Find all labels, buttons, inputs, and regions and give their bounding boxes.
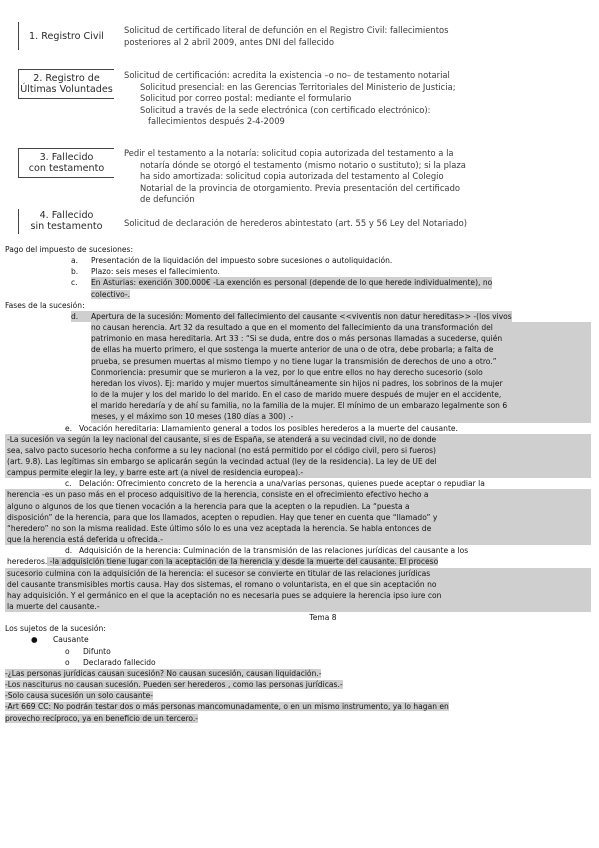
sujetos-art: provecho recíproco, ya en beneficio de un tercero.- — [5, 713, 199, 723]
fase-apertura: d. Apertura de la sucesión: Momento del fallecimiento del causante <<viventis non datur hereditas>> -(los vivos no causan herencia. Art 32 da resultado a que en el momento del fallecimiento da una transformación del patrimonio en masa hereditaria. Art 33 : “Si se duda, entre dos o más personas llamadas a sucederse, quién de ellas ha muerto primero, el que sostenga la muerte anterior de una o de otra, debe probarla; a falta de prueba, se presumen muertas al mismo tiempo y no tiene lugar la transmisión de derechos de uno a otro.” Conmoriencia: presumir que se murieron a la vez, por lo que entre ellos no hay derecho sucesorio (solo heredan los vivos). Ej: marido y mujer muertos simultáneamente sin hijos ni padres, los sobrinos de la mujer lo de la mujer y los del marido lo del marido. En el caso de marido muere después de mujer en el accidente, el marido heredaría y de ahí su familia, no la familia de la mujer. El mínimo de un embarazo legalmente son 6 meses, y el máximo son 10 meses (180 días a 300) .- — [5, 311, 591, 423]
fase-adquisicion-first: herederos. -la adquisición tiene lugar con la aceptación de la herencia y desde la muerte del causante. El proceso — [7, 557, 439, 567]
sujetos-subitem-difunto: o Difunto — [65, 646, 111, 656]
step-4-label: 4. Fallecido sin testamento — [18, 209, 114, 234]
sujetos-art: -Art 669 CC: No podrán testar dos o más personas mancomunadamente, o en un mismo instrumento, ya lo hagan en — [5, 702, 449, 712]
fase-adquisicion-title: d. Adquisición de la herencia: Culminación de la transmisión de las relaciones jurídicas del causante a los — [65, 546, 469, 556]
bullet-dot-icon: ● — [31, 635, 38, 645]
pago-heading: Pago del impuesto de sucesiones: — [5, 245, 134, 254]
sujetos-note: -Solo causa sucesión un solo causante- — [5, 691, 153, 701]
pago-item-a: a. Presentación de la liquidación del impuesto sobre sucesiones o autoliquidación. — [71, 256, 393, 266]
step-fallecido-sin-testamento — [18, 209, 588, 239]
sujetos-bullet-causante: ● Causante — [31, 635, 89, 645]
fases-heading: Fases de la sucesión: — [5, 300, 85, 310]
step-3-label: 3. Fallecido con testamento — [18, 148, 114, 178]
sujetos-note: -¿Las personas jurídicas causan sucesión? No causan sucesión, causan liquidación.- — [5, 668, 322, 678]
step-4-text: Solicitud de declaración de herederos abintestato (art. 55 y 56 Ley del Notariado) — [124, 218, 467, 228]
step-1-text: Solicitud de certificado literal de defunción en el Registro Civil: fallecimientos posteriores al 2 abril 2009, antes DNI del fallecido — [124, 25, 449, 47]
pago-item-c: c. En Asturias: exención 300.000€ -La exención es personal (depende de lo que herede individualmente), no colectivo-. — [71, 278, 493, 299]
step-1-label: 1. Registro Civil — [18, 22, 114, 50]
sujetos-subitem-declarado: o Declarado fallecido — [65, 657, 156, 667]
bullet-circle-icon: o — [65, 657, 70, 667]
fase-vocacion-text: -La sucesión va según la ley nacional del causante, si es de España, se atenderá a su vecindad civil, no de donde sea, salvo pacto sucesorio hecha conforme a su ley nacional (no está permitido por el código civil, pero si fueros) (art. 9.8). Las legítimas sin embargo se aplicarán según la vecindad actual (ley de la residencia). La ley de UE del campus permite elegir la ley, y barre este art (a nivel de residencia europea).- — [5, 434, 591, 479]
step-registro-ultimas-voluntades — [18, 69, 588, 141]
fase-vocacion-title: e. Vocación hereditaria: Llamamiento general a todos los posibles herederos a la muerte del causante. — [65, 423, 458, 433]
sujetos-heading: Los sujetos de la sucesión: — [5, 624, 106, 634]
fase-delacion-title: c. Delación: Ofrecimiento concreto de la herencia a una/varias personas, quienes puede aceptar o repudiar la — [65, 479, 485, 489]
step-registro-civil — [18, 22, 588, 52]
step-2-text: Solicitud de certificación: acredita la existencia –o no– de testamento notarial Solicitud presencial: en las Gerencias Territoriales del Ministerio de Justicia; Solicitud por correo postal: mediante el formulario Solicitud a través de la sede electrónica (con certificado electrónico): fallecimientos después 2-4-2009 — [124, 70, 456, 126]
bullet-circle-icon: o — [65, 646, 70, 656]
fase-delacion-text: herencia -es un paso más en el proceso adquisitivo de la herencia, consiste en el ofrecimiento efectivo hecho a alguno o algunos de los que tienen vocación a la herencia para que la acepten o la repudien. La “puesta a disposición” de la herencia, para que los llamados, acepten o repudien. Hay que tener en cuenta que “llamado” y “heredero” no son la misma realidad. Este último sólo lo es una vez aceptada la herencia. Se habla entonces de que la herencia está deferida u ofrecida.- — [5, 489, 591, 545]
step-fallecido-con-testamento — [18, 148, 588, 208]
notes-body — [5, 244, 591, 724]
section-title-tema: Tema 8 — [309, 613, 337, 623]
fase-adquisicion-text: sucesorio culmina con la adquisición de la herencia: el sucesor se convierte en titular de las relaciones jurídicas del causante transmisibles mortis causa. Hay dos sistemas, el romano o voluntarista, en el que sin aceptación no hay adquisición. Y el germánico en el que la aceptación no es necesaria pues se adquiere la herencia ipso iure con la muerte del causante.- — [5, 568, 591, 613]
pago-item-b: b. Plazo: seis meses el fallecimiento. — [71, 267, 220, 277]
step-2-label: 2. Registro de Últimas Voluntades — [18, 69, 114, 99]
step-3-text: Pedir el testamento a la notaría: solicitud copia autorizada del testamento a la notaría dónde se otorgó el testamento (mismo notario o sustituto); si la plaza ha sido amortizada: solicitud copia autorizada del testamento al Colegio Notarial de la provincia de otorgamiento. Previa presentación del certificado de defunción — [124, 148, 466, 204]
sujetos-note: -Los nasciturus no causan sucesión. Pueden ser herederos , como las personas jurídicas.- — [5, 680, 343, 690]
